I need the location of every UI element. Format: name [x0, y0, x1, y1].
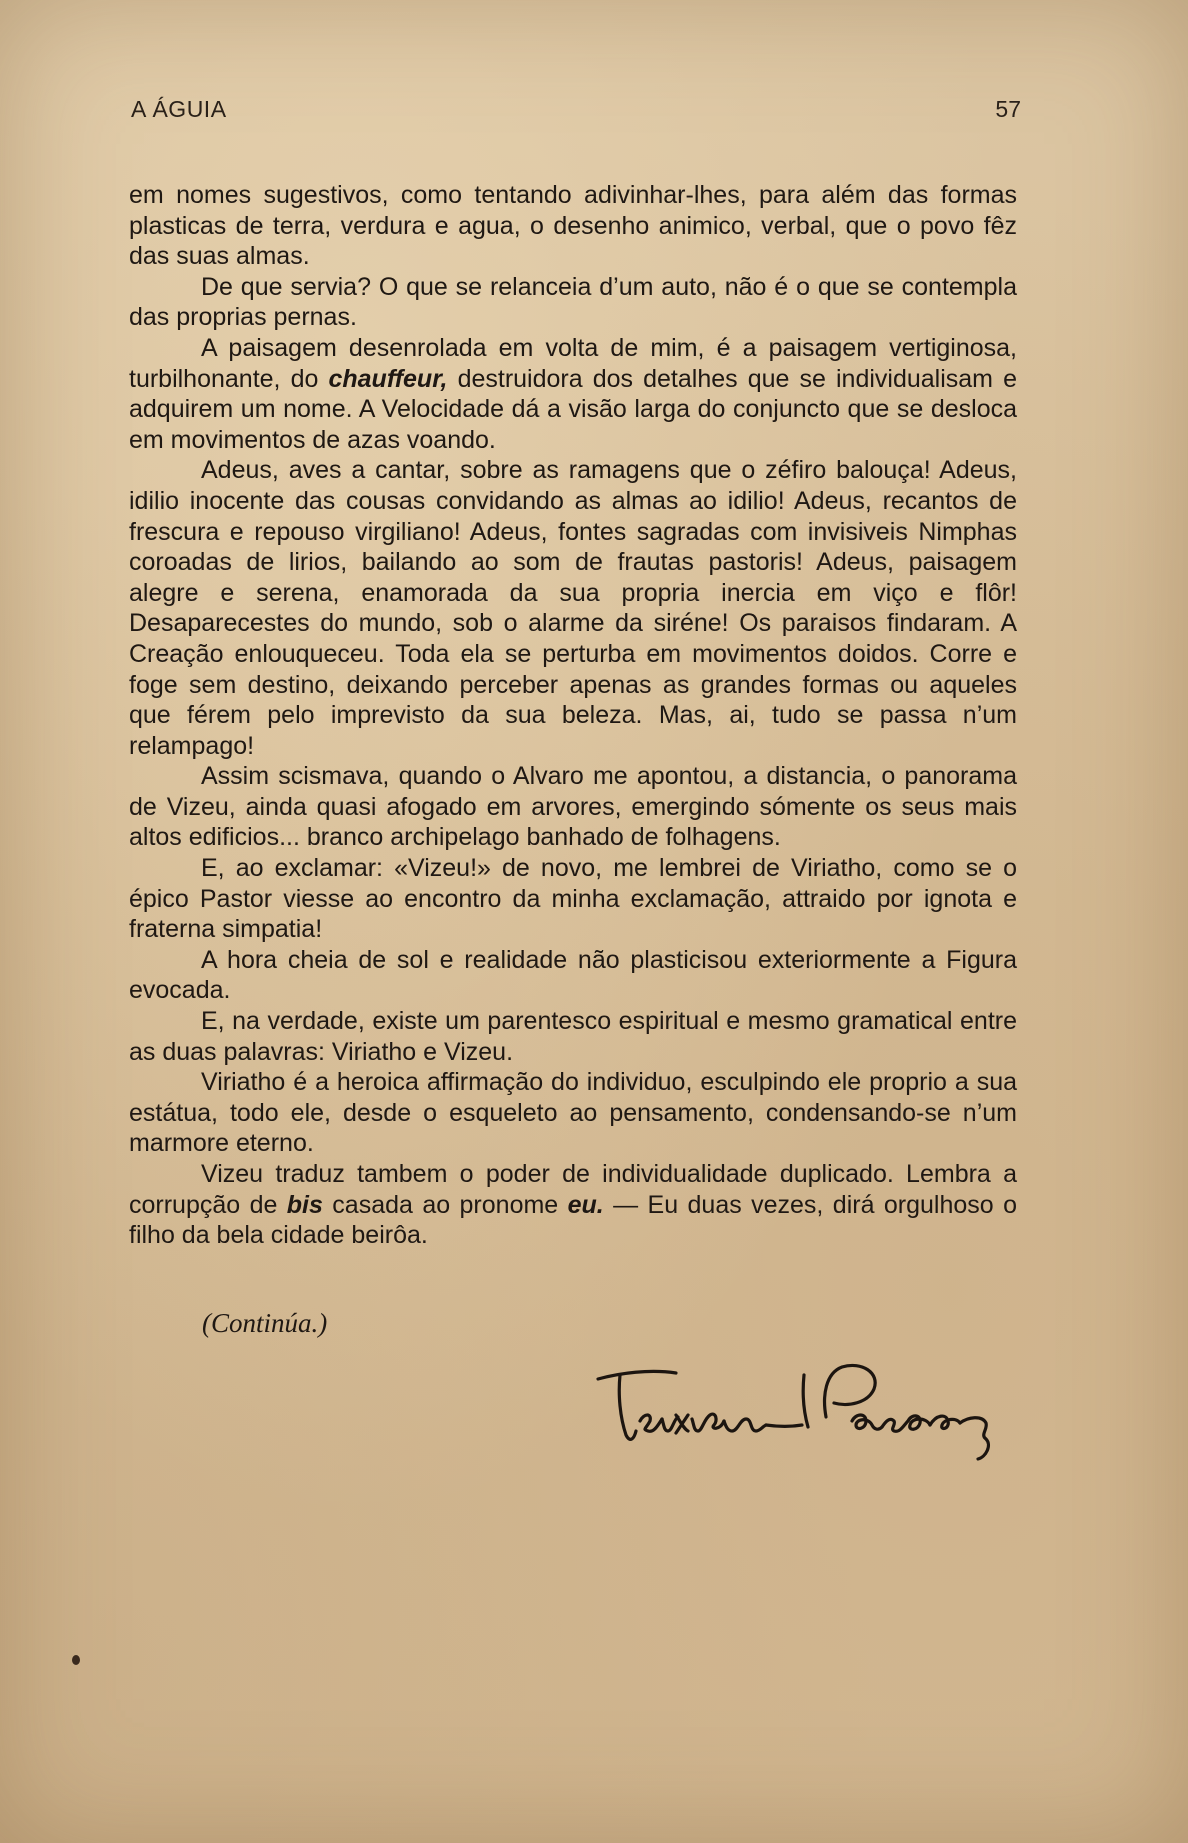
paragraph: em nomes sugestivos, como tentando adivinhar-lhes, para além das formas plasticas de terra, verdura e agua, o desenho animico, verbal, que o povo fêz das suas almas. — [129, 181, 1017, 271]
paragraph: E, na verdade, existe um parentesco espiritual e mesmo gramatical entre as duas palavras: Viriatho e Vizeu. — [129, 1007, 1017, 1066]
paragraph: De que servia? O que se relanceia d’um auto, não é o que se contempla das proprias pernas. — [129, 272, 1017, 332]
paragraph: E, ao exclamar: «Vizeu!» de novo, me lembrei de Viriatho, como se o épico Pastor viesse ao encontro da minha exclamação, attraido por ignota e fraterna simpatia! — [129, 854, 1017, 944]
handwritten-signature — [590, 1355, 1010, 1465]
paragraph — [129, 333, 1017, 455]
running-header — [131, 96, 1021, 130]
text-run: A paisagem desenrolada em volta de mim, é a paisagem vertiginosa, turbilhonante, do — [129, 333, 1017, 393]
paragraph: A hora cheia de sol e realidade não plasticisou exteriormente a Figura evocada. — [129, 945, 1017, 1005]
text-run: destruidora dos detalhes que se individualisam e adquirem um nome. A Velocidade dá a visão larga do conjuncto que se desloca em movimentos de azas voando. — [129, 364, 1017, 454]
paragraph: Adeus, aves a cantar, sobre as ramagens que o zéfiro balouça! Adeus, idilio inocente das cousas convidando as almas ao idilio! Adeus, recantos de frescura e repouso virgiliano! Adeus, fontes sagradas com invisiveis Nimphas coroadas de lirios, bailando ao som de frautas pastoris! Adeus, paisagem alegre e serena, enamorada da sua propria inercia em viço e flôr! Desaparecestes do mundo, sob o alarme da siréne! Os paraisos findaram. A Creação enlouqueceu. Toda ela se perturba em movimentos doidos. Corre e foge sem destino, deixando perceber apenas as grandes formas ou aqueles que férem pelo imprevisto da sua beleza. Mas, ai, tudo se passa n’um relampago! — [129, 456, 1017, 760]
paragraph: Viriatho é a heroica affirmação do individuo, esculpindo ele proprio a sua estátua, todo ele, desde o esqueleto ao pensamento, condensando-se n’um marmore eterno. — [129, 1068, 1017, 1158]
paragraph: Assim scismava, quando o Alvaro me apontou, a distancia, o panorama de Vizeu, ainda quasi afogado em arvores, emergindo sómente os seus mais altos edificios... branco archipelago banhado de folhagens. — [129, 762, 1017, 852]
ink-speck — [72, 1655, 80, 1665]
italic-word: eu. — [567, 1190, 604, 1219]
text-run: Vizeu traduz tambem o poder de individualidade duplicado. Lembra a corrupção de — [129, 1160, 1017, 1219]
page-number: 57 — [995, 96, 1021, 122]
italic-word: chauffeur, — [328, 364, 448, 393]
text-run: casada ao pronome — [322, 1190, 568, 1219]
italic-word: bis — [286, 1190, 323, 1219]
journal-name: A ÁGUIA — [131, 96, 227, 122]
paragraph — [129, 1159, 1017, 1251]
continued-note: (Continúa.) — [202, 1308, 328, 1338]
article-body — [129, 180, 1017, 1251]
text-run: — Eu duas vezes, dirá orgulhoso o filho da bela cidade beirôa. — [129, 1190, 1017, 1250]
